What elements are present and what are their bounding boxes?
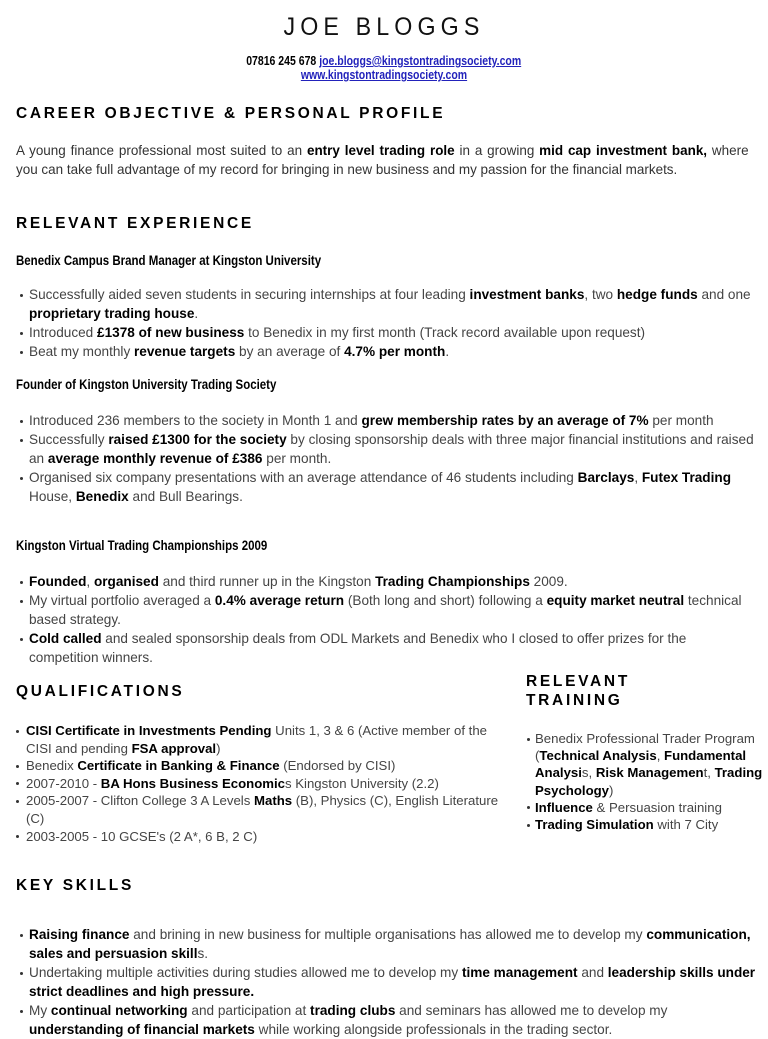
list-item	[14, 411, 756, 430]
body-text: Undertaking multiple activities during studies allowed me to develop my	[29, 965, 462, 980]
body-text: and participation at	[187, 1003, 311, 1018]
body-text: per month.	[262, 451, 332, 466]
list-item	[12, 775, 514, 793]
body-text: t,	[703, 765, 715, 781]
body-text: to Benedix in my first month (Track record available upon request)	[244, 325, 646, 340]
emphasis-text: continual networking	[50, 1003, 188, 1018]
emphasis-text: 4.7% per month	[344, 344, 446, 359]
bullet-list-job2	[14, 572, 756, 667]
list-item	[526, 816, 768, 833]
list-item	[14, 285, 756, 323]
list-item	[526, 730, 768, 799]
body-text: and brining in new business for multiple organisations has allowed me to develop my	[129, 927, 647, 942]
qualifications-heading: QUALIFICATIONS	[16, 683, 185, 700]
emphasis-text: CISI Certificate in Investments Pending	[26, 723, 272, 738]
contact-line-secondary	[0, 68, 768, 82]
key-skills-bullets-wrap	[14, 925, 756, 1039]
emphasis-text: Barclays	[577, 470, 635, 485]
body-text: 2009.	[529, 574, 568, 589]
list-item	[14, 323, 756, 342]
list-item	[12, 757, 514, 775]
career-objective-heading: CAREER OBJECTIVE & PERSONAL PROFILE	[16, 105, 446, 122]
body-text: My virtual portfolio averaged a	[29, 593, 215, 608]
body-text: & Persuasion training	[592, 799, 722, 815]
emphasis-text: average monthly revenue of £386	[47, 451, 263, 466]
list-item	[12, 722, 514, 757]
body-text: and seminars has allowed me to develop my	[395, 1003, 668, 1018]
emphasis-text: trading clubs	[310, 1003, 396, 1018]
emphasis-text: Technical Analysis	[539, 748, 657, 764]
relevant-experience-heading: RELEVANT EXPERIENCE	[16, 215, 254, 232]
body-text: Introduced	[29, 325, 98, 340]
body-text: per month	[648, 413, 714, 428]
list-item	[14, 925, 756, 963]
body-text: s Kingston University (2.2)	[284, 775, 439, 791]
emphasis-text: communication, sales and persuasion skill	[29, 927, 751, 961]
emphasis-text: grew membership rates by an average of 7%	[361, 413, 649, 428]
body-text: by an average of	[235, 344, 345, 359]
body-text: Successfully aided seven students in securing internships at four leading	[29, 287, 470, 302]
body-text: 2007-2010 -	[26, 775, 101, 791]
body-text: , two	[584, 287, 617, 302]
relevant-training-heading-line2: TRAINING	[526, 692, 623, 710]
body-text: .	[194, 306, 199, 321]
body-text: ,	[86, 574, 94, 589]
qualifications-section	[16, 682, 516, 701]
emphasis-text: hedge funds	[616, 287, 698, 302]
body-text: )	[216, 740, 221, 756]
body-text: Benedix Professional Trader Program (	[535, 731, 755, 764]
relevant-training-section	[526, 672, 768, 711]
body-text: s.	[197, 946, 209, 961]
bullet-list-key-skills	[14, 925, 756, 1039]
emphasis-text: organised	[93, 574, 159, 589]
emphasis-text: 0.4% average return	[214, 593, 345, 608]
emphasis-text: Fundamental Analysi	[535, 748, 747, 781]
emphasis-text: Trading Simulation	[535, 817, 654, 833]
body-text: while working alongside professionals in the trading sector.	[254, 1022, 613, 1037]
body-text: and Bull Bearings.	[128, 489, 243, 504]
job-title-2-wrap	[16, 537, 756, 555]
list-item	[14, 1001, 756, 1039]
relevant-experience-section	[16, 214, 756, 233]
body-text: (Both long and short) following a	[344, 593, 547, 608]
body-text: House,	[29, 489, 76, 504]
job-title-0-wrap	[16, 252, 756, 270]
job-title-1: Founder of Kingston University Trading Society	[16, 377, 277, 392]
body-text: Benedix	[26, 758, 78, 774]
bullet-list-qualifications	[12, 722, 514, 845]
emphasis-text: Influence	[535, 799, 593, 815]
list-item	[12, 792, 514, 827]
emphasis-text: FSA approval	[131, 740, 217, 756]
contact-block	[0, 54, 768, 82]
list-item	[14, 963, 756, 1001]
key-skills-heading: KEY SKILLS	[16, 877, 135, 894]
emphasis-text: investment banks	[469, 287, 585, 302]
body-text: and one	[697, 287, 751, 302]
emphasis-text: leadership skills under strict deadlines and high pressure.	[29, 965, 756, 999]
career-objective-paragraph-wrap	[16, 141, 756, 179]
emphasis-text: Raising finance	[29, 927, 130, 942]
emphasis-text: Founded	[29, 574, 87, 589]
bullet-list-job1	[14, 411, 756, 506]
emphasis-text: Trading Championships	[375, 574, 530, 589]
body-text: Introduced 236 members to the society in Month 1 and	[29, 413, 362, 428]
body-text: technical based strategy.	[29, 593, 742, 627]
list-item	[526, 799, 768, 816]
relevant-training-heading-line1: RELEVANT	[526, 673, 630, 690]
phone-number: 07816 245 678	[246, 54, 317, 68]
bullet-list-relevant-training	[526, 730, 768, 833]
emphasis-text: Certificate in Banking & Finance	[77, 758, 280, 774]
list-item	[14, 572, 756, 591]
body-text: Successfully	[29, 432, 109, 447]
emphasis-text: time management	[461, 965, 578, 980]
body-text: and third runner up in the Kingston	[158, 574, 376, 589]
body-text: s,	[581, 765, 596, 781]
body-text: My	[29, 1003, 51, 1018]
emphasis-text: Futex Trading	[641, 470, 731, 485]
page-title: JOE BLOGGS	[283, 13, 485, 41]
body-text: ,	[634, 470, 642, 485]
job-title-1-wrap	[16, 376, 756, 394]
body-text: A young finance professional most suited to an	[16, 143, 307, 158]
job-title-2: Kingston Virtual Trading Championships 2009	[16, 538, 268, 553]
body-text: 2003-2005 - 10 GCSE's (2 A*, 6 B, 2 C)	[26, 828, 258, 844]
body-text: .	[445, 344, 450, 359]
emphasis-text: Trading Psychology	[535, 765, 763, 798]
body-text: (Endorsed by CISI)	[279, 758, 396, 774]
emphasis-text: raised £1300 for the society	[108, 432, 287, 447]
list-item	[14, 629, 756, 667]
contact-line1-inner	[247, 54, 522, 68]
list-item	[14, 468, 756, 506]
career-objective-section	[16, 104, 756, 123]
job-bullets-0	[14, 285, 756, 361]
emphasis-text: Benedix	[75, 489, 129, 504]
list-item	[12, 828, 514, 846]
emphasis-text: understanding of financial markets	[29, 1022, 255, 1037]
body-text: in a growing	[454, 143, 540, 158]
emphasis-text: equity market neutral	[546, 593, 685, 608]
body-text: Units 1, 3 & 6 (Active member of the CISI and pending	[26, 723, 487, 756]
emphasis-text: revenue targets	[134, 344, 236, 359]
body-text: Organised six company presentations with an average attendance of 46 students including	[29, 470, 578, 485]
career-objective-paragraph	[16, 141, 749, 179]
body-text: ,	[656, 748, 665, 764]
website-link[interactable]: www.kingstontradingsociety.com	[300, 68, 468, 82]
qualifications-bullets-wrap	[12, 722, 514, 845]
body-text: and	[577, 965, 608, 980]
body-text: by closing sponsorship deals with three major financial institutions and raised an	[29, 432, 754, 466]
body-text: with 7 City	[653, 817, 719, 833]
emphasis-text: £1378 of new business	[97, 325, 245, 340]
emphasis-text: Maths	[254, 793, 293, 809]
contact-line-primary	[0, 54, 768, 68]
emphasis-text: proprietary trading house	[29, 306, 195, 321]
body-text: (B), Physics (C), English Literature (C)	[26, 793, 499, 826]
emphasis-text: Risk Managemen	[595, 765, 704, 781]
job-bullets-2	[14, 572, 756, 667]
email-link[interactable]: joe.bloggs@kingstontradingsociety.com	[319, 54, 522, 68]
emphasis-text: Cold called	[29, 631, 102, 646]
list-item	[14, 342, 756, 361]
relevant-training-bullets-wrap	[526, 730, 768, 833]
bullet-list-job0	[14, 285, 756, 361]
emphasis-text: mid cap investment bank,	[539, 143, 708, 158]
body-text: and sealed sponsorship deals from ODL Markets and Benedix who I closed to offer prizes for the competition winners.	[29, 631, 687, 665]
body-text: )	[609, 782, 614, 798]
key-skills-section	[16, 876, 756, 895]
job-bullets-1	[14, 411, 756, 506]
job-title-0: Benedix Campus Brand Manager at Kingston University	[16, 253, 322, 268]
body-text: Beat my monthly	[29, 344, 135, 359]
body-text: 2005-2007 - Clifton College 3 A Levels	[26, 793, 254, 809]
list-item	[14, 591, 756, 629]
list-item	[14, 430, 756, 468]
body-text: where you can take full advantage of my record for bringing in new business and my passion for the financial markets.	[16, 143, 749, 177]
emphasis-text: BA Hons Business Economic	[100, 775, 285, 791]
contact-line2-inner	[301, 68, 467, 82]
emphasis-text: entry level trading role	[306, 143, 455, 158]
